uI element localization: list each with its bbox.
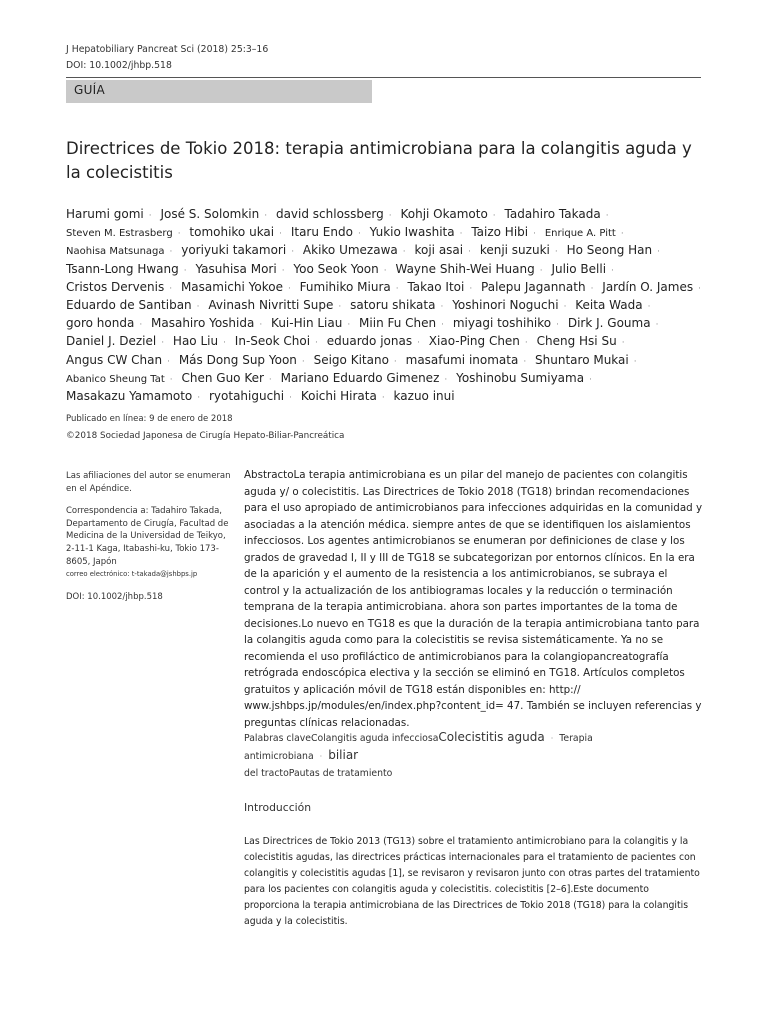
correspondence-address: Correspondencia a: Tadahiro Takada, Departamento de Cirugía, Facultad de Medicina de la Universidad de Teikyo, 2-11-1 Kaga, Itabashi-ku, Tokio 173-8605, Japón [66, 506, 229, 567]
author-name[interactable]: Tadahiro Takada [504, 207, 601, 221]
author-name[interactable]: Akiko Umezawa [302, 243, 398, 258]
author-separator: · [196, 302, 200, 313]
author-separator: · [287, 283, 291, 294]
author-name[interactable]: Kohji Okamoto [400, 207, 488, 221]
author-name[interactable]: Keita Wada [575, 298, 643, 313]
keyword-item: Colangitis aguda infecciosa [311, 733, 439, 744]
author-separator: · [301, 356, 305, 367]
author-separator: · [492, 211, 496, 221]
author-name[interactable]: Taizo Hibi [471, 225, 529, 240]
author-separator: · [556, 320, 560, 331]
author-name[interactable]: koji asai [414, 243, 464, 258]
journal-header [66, 42, 268, 74]
author-separator: · [281, 265, 285, 276]
author-separator: · [167, 356, 170, 367]
author-name[interactable]: In-Seok Choi [234, 334, 311, 349]
article-title: Directrices de Tokio 2018: terapia antimicrobiana para la colangitis aguda y la colecistitis [66, 139, 692, 182]
author-name[interactable]: Tsann-Long Hwang [66, 261, 179, 276]
author-name[interactable]: Mariano Eduardo Gimenez [280, 370, 440, 385]
author-name[interactable]: satoru shikata [350, 298, 436, 313]
author-name[interactable]: Shuntaro Mukai [535, 352, 629, 367]
author-name[interactable]: Yasuhisa Mori [195, 261, 277, 276]
author-name[interactable]: Miin Fu Chen [359, 316, 437, 331]
author-name[interactable]: Chen Guo Ker [181, 370, 264, 385]
journal-doi: DOI: 10.1002/jhbp.518 [66, 60, 172, 71]
author-name[interactable]: Itaru Endo [290, 225, 353, 240]
author-separator: · [468, 247, 471, 258]
author-separator: · [381, 393, 385, 404]
author-name[interactable]: eduardo jonas [326, 334, 413, 349]
keyword-item: Colecistitis aguda [438, 730, 545, 744]
author-separator: · [315, 338, 318, 349]
author-separator: · [259, 320, 263, 331]
author-separator: · [357, 229, 361, 240]
section-label-bar [66, 80, 372, 103]
keyword-item: Pautas de tratamiento [288, 768, 393, 779]
author-name[interactable]: Yoo Seok Yoon [293, 261, 379, 276]
author-name[interactable]: masafumi inomata [405, 352, 519, 367]
keyword-item: biliar [328, 748, 359, 762]
author-separator: · [444, 374, 448, 385]
author-separator: · [388, 211, 392, 221]
keywords [244, 729, 706, 782]
author-name[interactable]: Fumihiko Miura [299, 279, 391, 294]
author-name[interactable]: Dirk J. Gouma [567, 316, 651, 331]
author-separator: · [169, 247, 173, 258]
author-separator: · [223, 338, 226, 349]
author-separator: · [459, 229, 463, 240]
author-separator: · [657, 247, 660, 258]
author-separator: · [139, 320, 143, 331]
affiliations-note: Las afiliaciones del autor se enumeran en el Apéndice. [66, 471, 231, 494]
author-name[interactable]: miyagi toshihiko [452, 316, 552, 331]
keywords-label: Palabras clave [244, 733, 311, 744]
journal-citation: J Hepatobiliary Pancreat Sci (2018) 25:3–16 [66, 44, 269, 55]
author-separator: · [441, 320, 445, 331]
correspondence-email[interactable]: correo electrónico: t-takada@jshbps.jp [66, 570, 198, 579]
introduction-text: Las Directrices de Tokio 2013 (TG13) sobre el tratamiento antimicrobiano para la colangitis y la colecistitis agudas, las directrices prácticas internacionales para el tratamiento de pacientes con colangitis y colecistitis agudas [1], se revisaron y revisaron junto con otras partes del tratamiento para los pacientes con colangitis aguda y colecistitis. colecistitis [2–6].Este documento proporciona la terapia antimicrobiana de las Directrices de Tokio 2018 (TG18) para la colangitis aguda y la colecistitis. [244, 836, 700, 927]
author-separator: · [264, 211, 268, 221]
abstract-label: Abstracto [244, 469, 294, 481]
author-name[interactable]: Cheng Hsi Su [536, 334, 617, 349]
author-separator: · [197, 393, 201, 404]
author-separator: · [268, 374, 272, 385]
author-separator: · [169, 374, 173, 385]
author-separator: · [539, 265, 543, 276]
author-name[interactable]: Xiao-Ping Chen [428, 334, 520, 349]
author-separator: · [440, 302, 444, 313]
author-separator: · [620, 229, 624, 240]
author-name[interactable]: José S. Solomkin [160, 207, 260, 221]
author-name[interactable]: Kui-Hin Liau [271, 316, 343, 331]
author-name[interactable]: david schlossberg [275, 207, 384, 221]
header-divider [66, 77, 701, 78]
author-name[interactable]: Harumi gomi [66, 207, 144, 221]
author-name[interactable]: yoriyuki takamori [181, 243, 287, 258]
correspondence-note [66, 505, 234, 581]
author-name[interactable]: Masamichi Yokoe [180, 279, 283, 294]
keyword-item: del tracto [244, 768, 289, 779]
author-separator: · [402, 247, 406, 258]
author-name[interactable]: Masakazu Yamamoto [66, 389, 193, 404]
author-separator: · [148, 211, 152, 221]
author-name[interactable]: Cristos Dervenis [66, 279, 165, 294]
author-name[interactable]: Enrique A. Pitt [544, 228, 616, 240]
author-name[interactable]: kazuo inui [393, 389, 455, 404]
author-separator: · [183, 265, 187, 276]
author-name[interactable]: Más Dong Sup Yoon [178, 352, 297, 367]
author-separator: · [417, 338, 420, 349]
author-separator: · [291, 247, 295, 258]
author-name[interactable]: tomohiko ukai [189, 225, 275, 240]
author-list [66, 206, 716, 406]
author-separator: · [589, 374, 592, 385]
author-separator: · [347, 320, 351, 331]
author-separator: · [611, 265, 614, 276]
author-name[interactable]: Wayne Shih-Wei Huang [395, 261, 535, 276]
author-separator: · [524, 338, 528, 349]
introduction-heading: Introducción [244, 801, 312, 814]
author-name[interactable]: goro honda [66, 316, 135, 331]
keyword-item: Terapia antimicrobiana [244, 733, 593, 762]
author-name[interactable]: Avinash Nivritti Supe [208, 298, 334, 313]
section-label: GUÍA [74, 83, 106, 97]
author-name[interactable]: Steven M. Estrasberg [66, 228, 173, 240]
author-separator: · [563, 302, 567, 313]
sidebar-doi[interactable]: DOI: 10.1002/jhbp.518 [66, 591, 163, 602]
author-separator: · [338, 302, 342, 313]
author-separator: · [633, 356, 637, 367]
author-separator: · [647, 302, 651, 313]
author-name[interactable]: Ho Seong Han [566, 243, 653, 258]
author-name[interactable]: Daniel J. Deziel [66, 334, 157, 349]
author-separator: · [523, 356, 527, 367]
author-separator: · [621, 338, 625, 349]
author-separator: · [554, 247, 558, 258]
keyword-separator: · [319, 752, 323, 761]
abstract-text: La terapia antimicrobiana es un pilar del manejo de pacientes con colangitis aguda y/ o colecistitis. Las Directrices de Tokio 2018 (TG18) brindan recomendaciones para el uso apropiado de antimicrobianos para infecciones adquiridas en la comunidad y asociadas a la atención médica. siempre antes de que se identifiquen los aislamientos infecciosos. Los agentes antimicrobianos se enumeran por definiciones de clase y los grados de gravedad I, II y III de TG18 se subcategorizan por entornos clínicos. En la era de la aparición y el aumento de la resistencia a los antimicrobianos, se subraya el control y la actualización de los antibiogramas locales y la reducción o terminación temprana de la terapia antimicrobiana. ahora son partes importantes de la toma de decisiones.Lo nuevo en TG18 es que la duración de la terapia antimicrobiana tanto para la colangitis aguda como para la colecistitis se revisa sistemáticamente. Ya no se recomienda el uso profiláctico de antimicrobianos para la colangiopancreatografía retrógrada endoscópica electiva y la sección se eliminó en TG18. Artículos completos gratuitos y aplicación móvil de TG18 están disponibles en: http:// www.jshbps.jp/modules/en/index.php?content_id= 47. También se incluyen referencias y preguntas clínicas relacionadas. [244, 469, 703, 729]
author-separator: · [590, 283, 594, 294]
author-name[interactable]: Yukio Iwashita [369, 225, 455, 240]
author-separator: · [383, 265, 387, 276]
publication-date: Publicado en línea: 9 de enero de 2018 [66, 414, 233, 424]
author-separator: · [161, 338, 165, 349]
author-name[interactable]: kenji suzuki [479, 243, 550, 258]
author-separator: · [289, 393, 292, 404]
author-name[interactable]: Julio Belli [551, 261, 607, 276]
author-name[interactable]: Palepu Jagannath [481, 279, 586, 294]
author-name[interactable]: Masahiro Yoshida [151, 316, 255, 331]
author-name[interactable]: Abanico Sheung Tat [66, 373, 165, 385]
sidebar-notes [66, 470, 234, 613]
author-name[interactable]: Jardín O. James [602, 279, 694, 294]
author-name[interactable]: Yoshinori Noguchi [452, 298, 559, 313]
copyright-notice: ©2018 Sociedad Japonesa de Cirugía Hepato-Biliar-Pancreática [66, 431, 345, 441]
author-separator: · [395, 283, 399, 294]
author-separator: · [169, 283, 173, 294]
author-name[interactable]: ryotahiguchi [208, 389, 285, 404]
keyword-separator: · [550, 734, 554, 743]
author-separator: · [177, 229, 181, 240]
abstract [244, 467, 706, 731]
author-name[interactable]: Eduardo de Santiban [66, 298, 192, 313]
author-separator: · [279, 229, 282, 240]
author-separator: · [698, 283, 701, 294]
author-name[interactable]: Takao Itoi [407, 279, 465, 294]
author-separator: · [393, 356, 397, 367]
author-name[interactable]: Naohisa Matsunaga [66, 246, 165, 258]
author-separator: · [469, 283, 473, 294]
author-name[interactable]: Angus CW Chan [66, 352, 163, 367]
author-separator: · [605, 211, 609, 221]
author-name[interactable]: Yoshinobu Sumiyama [456, 370, 585, 385]
author-name[interactable]: Koichi Hirata [300, 389, 377, 404]
author-name[interactable]: Seigo Kitano [313, 352, 389, 367]
author-name[interactable]: Hao Liu [172, 334, 219, 349]
author-separator: · [533, 229, 536, 240]
author-separator: · [655, 320, 659, 331]
